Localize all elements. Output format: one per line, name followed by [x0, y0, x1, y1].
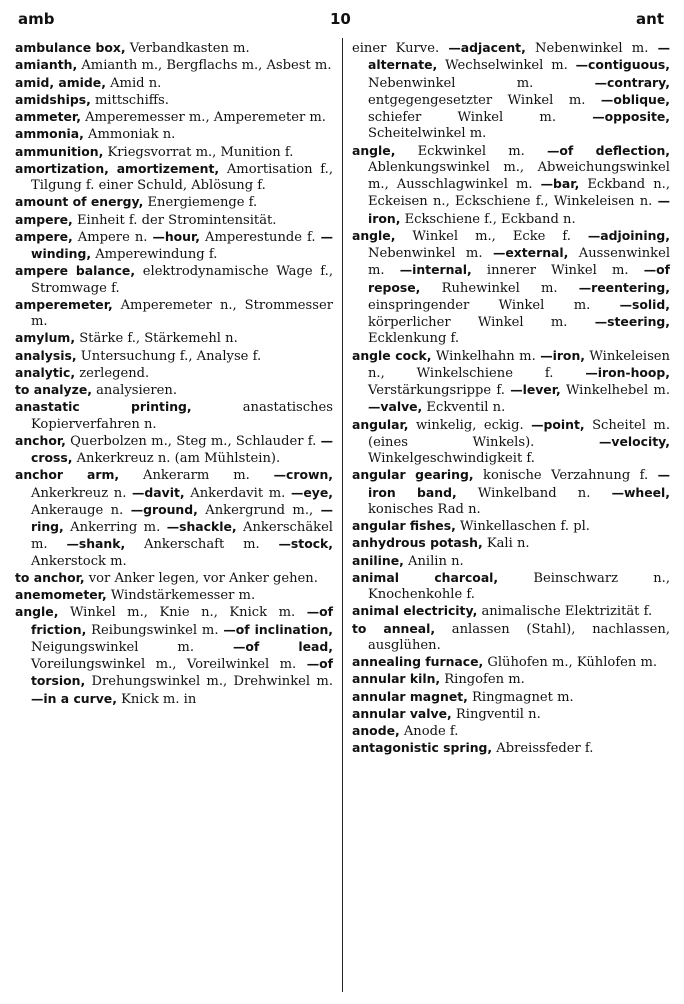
- entry-subterm: —stock,: [278, 536, 334, 552]
- left-column: [15, 40, 333, 708]
- dictionary-entry: [15, 212, 333, 229]
- entry-headword: aniline,: [352, 552, 404, 568]
- dictionary-entry: [15, 348, 333, 365]
- page-number: 10: [330, 10, 351, 28]
- dictionary-entry: [15, 330, 333, 347]
- entry-definition: Anode f.: [399, 724, 459, 739]
- entry-definition: körperlicher Winkel m.: [368, 315, 595, 330]
- entry-definition: Ringmagnet m.: [467, 689, 574, 705]
- entry-headword: angle,: [15, 604, 59, 620]
- entry-definition: innerer Winkel m.: [471, 263, 644, 279]
- dictionary-entry: [352, 621, 670, 655]
- entry-definition: Stärke f., Stärkemehl n.: [75, 331, 238, 347]
- entry-headword: animal charcoal,: [352, 569, 499, 585]
- dictionary-entry: [15, 109, 333, 126]
- dictionary-entry: [352, 417, 670, 468]
- right-column: [352, 40, 670, 758]
- entry-subterm: —valve,: [368, 399, 423, 415]
- dictionary-entry: [15, 161, 333, 195]
- entry-headword: anastatic printing,: [15, 399, 192, 415]
- entry-subterm: —steering,: [594, 314, 670, 329]
- entry-subterm: —hour,: [152, 228, 200, 244]
- entry-subterm: —oblique,: [600, 91, 670, 107]
- entry-headword: angle cock,: [352, 347, 432, 363]
- entry-definition: Neigungswinkel m.: [31, 639, 233, 655]
- entry-subterm: —of repose,: [368, 262, 670, 295]
- dictionary-entry: [352, 348, 670, 417]
- entry-subterm: —crown,: [273, 467, 333, 483]
- entry-definition: Ringofen m.: [440, 672, 525, 688]
- entry-definition: Eckband n., Eckeisen n., Eckschiene f., Winkeleisen n.: [368, 177, 670, 210]
- entry-definition: schiefer Winkel m.: [368, 110, 593, 125]
- entry-definition: Nebenwinkel m.: [525, 41, 658, 56]
- dictionary-entry: [15, 297, 333, 331]
- header-last-word: ant: [636, 10, 664, 28]
- dictionary-entry: [352, 570, 670, 604]
- dictionary-entry: [15, 40, 333, 57]
- entry-subterm: —iron-hoop,: [585, 364, 670, 380]
- entry-definition: Winkel m., Ecke f.: [395, 228, 588, 244]
- entry-subterm: —iron band,: [368, 467, 670, 500]
- entry-definition: Verstärkungsrippe f.: [368, 383, 511, 398]
- entry-headword: amperemeter,: [15, 296, 113, 312]
- dictionary-entry: [352, 143, 670, 228]
- dictionary-entry: [352, 654, 670, 671]
- entry-definition: mittschiffs.: [90, 92, 169, 108]
- entry-definition: Ankerstock m.: [31, 553, 127, 569]
- entry-headword: angular,: [352, 416, 409, 432]
- entry-definition: Winkelgeschwindigkeit f.: [368, 451, 535, 466]
- entry-definition: Ablenkungswinkel m., Abweichungswinkel m., Ausschlagwinkel m.: [368, 159, 670, 192]
- entry-definition: entgegengesetzter Winkel m.: [368, 92, 601, 108]
- entry-headword: antagonistic spring,: [352, 740, 493, 756]
- entry-subterm: —shank,: [66, 536, 126, 552]
- entry-definition: Ankerring m.: [63, 520, 167, 535]
- entry-definition: Untersuchung f., Analyse f.: [76, 348, 262, 364]
- entry-definition: Ankerkreuz n. (am Mühlstein).: [72, 451, 281, 466]
- entry-definition: Ankerkreuz n.: [31, 485, 133, 501]
- entry-definition: Eckschiene f., Eckband n.: [400, 211, 576, 227]
- entry-definition: Windstärkemesser m.: [106, 588, 256, 603]
- entry-headword: ambulance box,: [15, 40, 126, 55]
- entry-headword: amidships,: [15, 91, 91, 107]
- entry-definition: Ampere n.: [72, 229, 153, 245]
- dictionary-entry: [15, 144, 333, 161]
- entry-headword: anhydrous potash,: [352, 535, 483, 551]
- entry-definition: Winkelband n.: [456, 485, 612, 501]
- entry-definition: Winkelhebel m.: [560, 383, 670, 398]
- entry-definition: Kali n.: [482, 536, 530, 552]
- entry-headword: amylum,: [15, 330, 76, 346]
- entry-headword: anchor,: [15, 432, 66, 448]
- entry-definition: Voreilungswinkel m., Voreilwinkel m.: [31, 657, 307, 672]
- entry-headword: amianth,: [15, 57, 78, 73]
- entry-headword: angle,: [352, 142, 396, 158]
- entry-subterm: —opposite,: [592, 109, 670, 124]
- entry-headword: annular valve,: [352, 705, 452, 721]
- entry-subterm: —contiguous,: [575, 57, 670, 73]
- entry-subterm: —of lead,: [232, 638, 333, 654]
- entry-subterm: —in a curve,: [31, 690, 117, 706]
- entry-definition: Eckwinkel m.: [395, 143, 547, 159]
- entry-subterm: —lever,: [510, 382, 561, 397]
- entry-headword: amortization, amortizement,: [15, 160, 220, 176]
- entry-headword: angular gearing,: [352, 467, 474, 483]
- entry-subterm: —wheel,: [611, 484, 670, 500]
- entry-definition: Ankerschaft m.: [125, 537, 279, 553]
- entry-definition: Anilin n.: [403, 553, 464, 569]
- entry-subterm: —contrary,: [594, 74, 670, 90]
- entry-definition: Amperewindung f.: [91, 247, 218, 262]
- header-first-word: amb: [18, 10, 55, 28]
- entry-definition: Beinschwarz n., Knochenkohle f.: [368, 570, 670, 602]
- entry-definition: anlassen (Stahl), nachlassen, ausglühen.: [368, 621, 670, 653]
- entry-definition: elektrodynamische Wage f., Stromwage f.: [31, 264, 334, 296]
- entry-subterm: —adjoining,: [587, 227, 670, 243]
- entry-headword: ammeter,: [15, 109, 81, 124]
- entry-definition: Winkelhahn m.: [431, 348, 541, 364]
- dictionary-entry: [15, 229, 333, 264]
- dictionary-entry: [15, 467, 333, 570]
- entry-headword: to analyze,: [15, 382, 92, 397]
- dictionary-entry: [15, 433, 333, 468]
- dictionary-entry: [352, 603, 670, 620]
- entry-definition: Amortisation f., Tilgung f. einer Schuld, Ablösung f.: [31, 161, 333, 193]
- entry-subterm: —iron,: [540, 347, 585, 363]
- dictionary-entry: [352, 689, 670, 706]
- entry-definition: winkelig, eckig.: [408, 417, 532, 433]
- dictionary-entry: [15, 75, 333, 92]
- entry-headword: ammonia,: [15, 126, 84, 142]
- dictionary-entry: [15, 263, 333, 297]
- entry-definition: konische Verzahnung f.: [473, 468, 658, 484]
- entry-definition: Scheitel m. (eines Winkels).: [368, 417, 670, 450]
- entry-definition: Amperemesser m., Amperemeter m.: [80, 110, 326, 125]
- entry-subterm: —adjacent,: [448, 40, 526, 55]
- entry-definition: Ankerdavit m.: [184, 485, 292, 501]
- entry-headword: ampere balance,: [15, 263, 136, 279]
- dictionary-entry: [15, 57, 333, 74]
- entry-subterm: —velocity,: [599, 433, 670, 449]
- entry-definition: Ruhewinkel m.: [420, 280, 579, 296]
- entry-headword: angular fishes,: [352, 518, 456, 533]
- entry-definition: Scheitelwinkel m.: [368, 126, 487, 142]
- entry-subterm: —iron,: [368, 193, 670, 226]
- entry-subterm: —cross,: [31, 432, 333, 465]
- entry-headword: ampere,: [15, 211, 73, 227]
- entry-headword: angle,: [352, 227, 396, 243]
- entry-definition: Amid n.: [105, 75, 162, 91]
- entry-subterm: —winding,: [31, 228, 333, 261]
- entry-subterm: —internal,: [399, 262, 472, 278]
- column-divider: [342, 38, 343, 992]
- entry-definition: Ankerauge n.: [31, 502, 131, 518]
- entry-definition: vor Anker legen, vor Anker gehen.: [84, 570, 318, 586]
- entry-definition: Winkeleisen n., Winkelschiene f.: [368, 348, 670, 381]
- dictionary-entry: [352, 40, 670, 143]
- dictionary-entry: [15, 604, 333, 708]
- entry-subterm: —external,: [492, 245, 569, 260]
- entry-definition: Eckventil n.: [422, 400, 506, 416]
- entry-definition: animalische Elektrizität f.: [477, 604, 653, 620]
- entry-definition: Winkellaschen f. pl.: [455, 519, 590, 534]
- entry-definition: Einheit f. der Stromintensität.: [72, 212, 277, 228]
- page-header: [0, 0, 684, 34]
- entry-subterm: —point,: [531, 416, 585, 432]
- dictionary-entry: [352, 706, 670, 723]
- entry-definition: anastatisches Kopierverfahren n.: [31, 400, 333, 432]
- entry-headword: animal electricity,: [352, 603, 478, 619]
- dictionary-entry: [15, 399, 333, 433]
- entry-definition: Ringventil n.: [451, 706, 541, 722]
- entry-definition: einer Kurve.: [352, 41, 449, 56]
- dictionary-entry: [352, 228, 670, 348]
- entry-definition: Amperestunde f.: [200, 229, 321, 245]
- entry-definition: Aussenwinkel m.: [368, 246, 671, 279]
- entry-definition: Nebenwinkel m.: [368, 246, 493, 261]
- entry-subterm: —ground,: [130, 501, 198, 517]
- entry-definition: zerlegend.: [75, 365, 150, 381]
- dictionary-entry: [352, 723, 670, 740]
- entry-headword: anemometer,: [15, 587, 107, 602]
- entry-definition: Kriegsvorrat m., Munition f.: [103, 144, 294, 160]
- entry-subterm: —alternate,: [368, 40, 670, 73]
- entry-headword: analysis,: [15, 347, 77, 363]
- entry-definition: Ankergrund m.,: [197, 502, 321, 518]
- entry-subterm: —shackle,: [166, 519, 237, 534]
- entry-definition: analysieren.: [91, 383, 178, 398]
- entry-definition: einspringender Winkel m.: [368, 297, 620, 313]
- entry-subterm: —of torsion,: [31, 656, 333, 689]
- entry-definition: Verbandkasten m.: [125, 41, 250, 56]
- entry-definition: Drehungswinkel m., Drehwinkel m.: [85, 674, 333, 690]
- dictionary-entry: [15, 126, 333, 143]
- entry-definition: konisches Rad n.: [368, 501, 481, 517]
- entry-subterm: —bar,: [540, 176, 580, 191]
- dictionary-entry: [15, 92, 333, 109]
- entry-headword: amount of energy,: [15, 194, 144, 210]
- entry-subterm: —of friction,: [31, 604, 333, 637]
- entry-definition: Wechselwinkel m.: [437, 58, 576, 74]
- entry-definition: Querbolzen m., Steg m., Schlauder f.: [65, 433, 321, 449]
- entry-headword: to anneal,: [352, 620, 436, 636]
- entry-definition: Abreissfeder f.: [492, 741, 594, 757]
- dictionary-entry: [352, 553, 670, 570]
- dictionary-entry: [15, 365, 333, 382]
- entry-headword: to anchor,: [15, 569, 85, 585]
- dictionary-entry: [15, 570, 333, 587]
- entry-subterm: —davit,: [132, 484, 185, 500]
- entry-subterm: —reentering,: [578, 279, 670, 295]
- dictionary-entry: [352, 740, 670, 757]
- dictionary-entry: [15, 382, 333, 399]
- entry-definition: Reibungswinkel m.: [86, 622, 224, 638]
- entry-definition: Ecklenkung f.: [368, 331, 460, 347]
- entry-headword: annular kiln,: [352, 671, 441, 687]
- dictionary-entry: [352, 518, 670, 535]
- entry-headword: annealing furnace,: [352, 654, 484, 669]
- entry-headword: anchor arm,: [15, 467, 120, 483]
- entry-definition: Knick m. in: [116, 691, 197, 707]
- entry-subterm: —ring,: [31, 501, 334, 534]
- dictionary-entry: [352, 671, 670, 688]
- entry-headword: analytic,: [15, 364, 76, 380]
- dictionary-entry: [15, 587, 333, 604]
- entry-subterm: —of deflection,: [546, 142, 670, 158]
- entry-headword: amid, amide,: [15, 74, 106, 90]
- entry-definition: Amianth m., Bergflachs m., Asbest m.: [77, 58, 332, 74]
- dictionary-entry: [15, 194, 333, 211]
- entry-subterm: —eye,: [291, 484, 333, 500]
- entry-headword: ampere,: [15, 228, 73, 244]
- entry-definition: Nebenwinkel m.: [368, 75, 595, 91]
- entry-definition: Amperemeter n., Strommesser m.: [31, 297, 333, 329]
- entry-definition: Ammoniak n.: [83, 127, 176, 143]
- dictionary-entry: [352, 467, 670, 518]
- entry-definition: Ankerschäkel m.: [31, 520, 333, 553]
- entry-headword: annular magnet,: [352, 688, 468, 704]
- entry-definition: Energiemenge f.: [143, 195, 258, 211]
- entry-headword: ammunition,: [15, 143, 104, 159]
- entry-definition: Ankerarm m.: [119, 468, 274, 484]
- entry-headword: anode,: [352, 723, 400, 738]
- entry-subterm: —solid,: [619, 296, 670, 312]
- entry-subterm: —of inclination,: [223, 621, 333, 637]
- dictionary-entry: [352, 535, 670, 552]
- entry-definition: Glühofen m., Kühlofen m.: [483, 655, 658, 670]
- entry-definition: Winkel m., Knie n., Knick m.: [58, 605, 307, 621]
